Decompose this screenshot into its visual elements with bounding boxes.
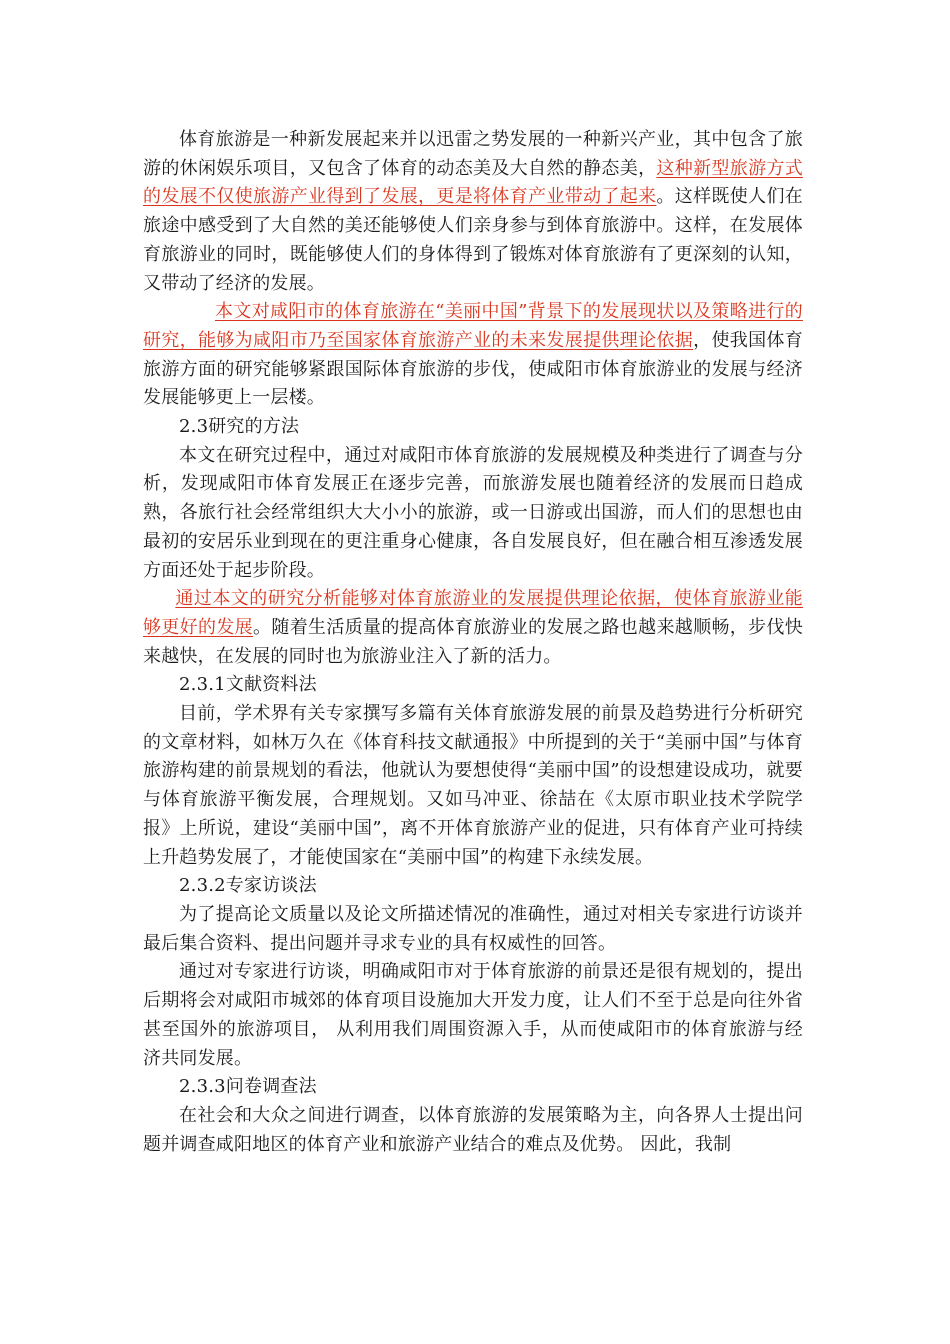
highlighted-text: 通过本文的研究分析能够对体育旅游业的发展提供理论依据，使体育旅游业能够更好的发展 (143, 588, 803, 638)
paragraph-purpose-text-b: ，使我国体育旅游方面的研究能够紧跟国际体育旅游的步伐，使咸阳市体育旅游业的发展与经济发展能够更上一层楼。 (143, 329, 803, 409)
highlighted-text: 本文对咸阳市的体育旅游在“美丽中国”背景下的发展现状以及策略进行的研究，能够为咸阳市乃至国家体育旅游产业的未来发展提供理论依据 (143, 301, 803, 351)
paragraph-questionnaire: 在社会和大众之间进行调查，以体育旅游的发展策略为主，向各界人士提出问题并调查咸阳地区的体育产业和旅游产业结合的难点及优势。 因此，我制 (143, 1104, 803, 1155)
paragraph-method-overview: 本文在研究过程中，通过对咸阳市体育旅游的发展规模及种类进行了调查与分析，发现咸阳市体育发展正在逐步完善，而旅游发展也随着经济的发展而日趋成熟，各旅行社会经常组织大大小小的旅游，或一日游或出国游，而人们的思想也由最初的安居乐业到现在的更注重身心健康，各自发展良好，但在融合相互渗透发展方面还处于起步阶段。 (143, 444, 803, 581)
paragraph-interview-purpose: 为了提高论文质量以及论文所描述情况的准确性，通过对相关专家进行访谈并最后集合资料、提出问题并寻求专业的具有权威性的回答。 (143, 903, 803, 954)
paragraph-interview-result: 通过对专家进行访谈，明确咸阳市对于体育旅游的前景还是很有规划的，提出后期将会对咸阳市城郊的体育项目设施加大开发力度，让人们不至于总是向往外省甚至国外的旅游项目， 从利用我们周围资源入手，从而使咸阳市的体育旅游与经济共同发展。 (143, 961, 803, 1069)
document-body (143, 126, 803, 1159)
section-heading-2-3-3: 2.3.3问卷调查法 (179, 1076, 317, 1098)
paragraph-method-significance-text-b: 。随着生活质量的提高体育旅游业的发展之路也越来越顺畅，步伐快来越快，在发展的同时也为旅游业注入了新的活力。 (143, 616, 804, 667)
paragraph-intro-text-a: 体育旅游是一种新发展起来并以迅雷之势发展的一种新兴产业，其中包含了旅游的休闲娱乐项目，又包含了体育的动态美及大自然的静态美， (143, 129, 803, 179)
section-heading-2-3-1: 2.3.1文献资料法 (179, 674, 317, 696)
paragraph-purpose (143, 298, 803, 413)
paragraph-intro (143, 126, 803, 298)
highlighted-text: 这种新型旅游方式的发展不仅使旅游产业得到了发展，更是将体育产业带动了起来 (143, 157, 803, 208)
paragraph-intro-text-c: 。这样既使人们在旅途中感受到了大自然的美还能够使人们亲身参与到体育旅游中。这样，在发展体育旅游业的同时，既能够使人们的身体得到了锻炼对体育旅游有了更深刻的认知，又带动了经济的发展。 (143, 186, 803, 294)
section-heading-2-3-2: 2.3.2专家访谈法 (179, 875, 317, 897)
section-heading-2-3: 2.3研究的方法 (179, 416, 300, 438)
paragraph-method-significance (143, 585, 803, 671)
paragraph-literature: 目前，学术界有关专家撰写多篇有关体育旅游发展的前景及趋势进行分析研究的文章材料，如林万久在《体育科技文献通报》中所提到的关于“美丽中国”与体育旅游构建的前景规划的看法，他就认为要想使得“美丽中国”的设想建设成功，就要与体育旅游平衡发展，合理规划。又如马冲亚、徐喆在《太原市职业技术学院学报》上所说，建设“美丽中国”，离不开体育旅游产业的促进，只有体育产业可持续上升趋势发展了，才能使国家在“美丽中国”的构建下永续发展。 (143, 703, 803, 868)
